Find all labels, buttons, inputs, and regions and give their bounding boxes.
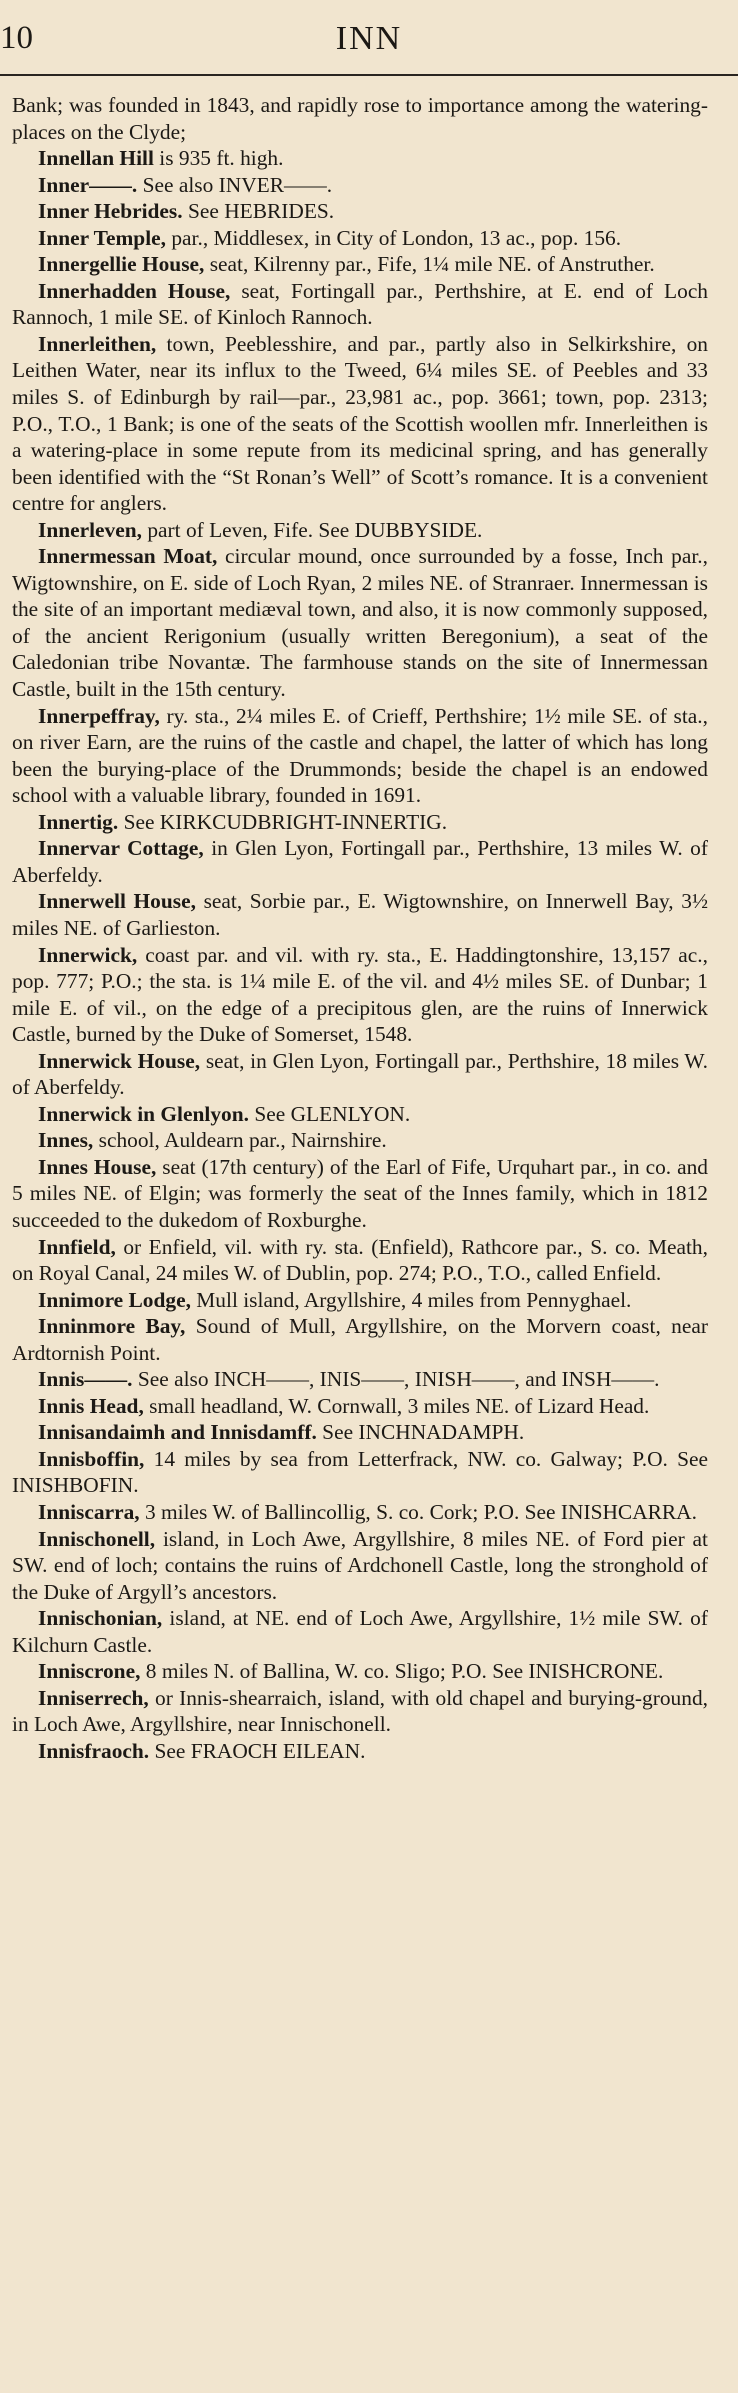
entry-body: Bank; was founded in 1843, and rapidly rose to importance among the watering-places on the Clyde; — [12, 93, 708, 144]
entry-headword: Inniserrech, — [38, 1685, 149, 1710]
entry — [12, 1658, 708, 1685]
entry-body: seat, in Glen Lyon, Fortingall par., Perthshire, 18 miles W. of Aberfeldy. — [12, 1048, 708, 1100]
entry-body: ry. sta., 2¼ miles E. of Crieff, Perthshire; 1½ mile SE. of sta., on river Earn, are the ruins of the castle and chapel, the latter of which has long been the burying-place of the Drummonds; beside the chapel is an endowed school with a valuable library, founded in 1691. — [12, 703, 708, 808]
page-number: 10 — [0, 20, 33, 56]
entry — [12, 278, 708, 331]
page-header — [0, 0, 738, 76]
entry-headword: Innergellie House, — [38, 252, 205, 277]
entry-body: seat (17th century) of the Earl of Fife, Urquhart par., in co. and 5 miles NE. of Elgin; was formerly the seat of the Innes family, which in 1812 succeeded to the dukedom of Roxburghe. — [12, 1154, 708, 1232]
entry — [12, 1393, 708, 1420]
entry-body: See also INCH——, INIS——, INISH——, and INSH——. — [137, 1367, 660, 1392]
entry-headword: Innes, — [38, 1128, 94, 1153]
entry — [12, 1526, 708, 1606]
entry — [12, 145, 708, 172]
entry-headword: Innerhadden House, — [38, 278, 231, 303]
entry-headword: Innis——. — [38, 1367, 133, 1392]
entry-body: or Enfield, vil. with ry. sta. (Enfield), Rathcore par., S. co. Meath, on Royal Canal, 24 miles W. of Dublin, pop. 274; P.O., T.O., called Enfield. — [12, 1234, 708, 1286]
entry-headword: Innerleithen, — [38, 331, 157, 356]
entry-body: is 935 ft. high. — [159, 146, 284, 171]
entry — [12, 942, 708, 1048]
entry-body: 14 miles by sea from Letterfrack, NW. co. Galway; P.O. See INISHBOFIN. — [12, 1446, 708, 1498]
entry — [12, 331, 708, 517]
entry-body: par., Middlesex, in City of London, 13 ac., pop. 156. — [171, 225, 622, 250]
entry-text — [12, 92, 708, 145]
entry-body: coast par. and vil. with ry. sta., E. Haddingtonshire, 13,157 ac., pop. 777; P.O.; the sta. is 1¼ mile E. of the vil. and 4½ miles SE. of Dunbar; 1 mile E. of vil., on the edge of a precipitous glen, are the ruins of Innerwick Castle, burned by the Duke of Somerset, 1548. — [12, 942, 708, 1047]
entry-headword: Inner——. — [38, 172, 138, 197]
entry — [12, 888, 708, 941]
entry — [12, 172, 708, 199]
gazetteer-column — [12, 92, 708, 1764]
entry-headword: Innerwell House, — [38, 889, 196, 914]
entry-headword: Innisboffin, — [38, 1446, 145, 1471]
entry — [12, 1446, 708, 1499]
entry-body: See FRAOCH EILEAN. — [154, 1738, 366, 1763]
entry-headword: Innfield, — [38, 1234, 116, 1259]
entry-body: island, at NE. end of Loch Awe, Argyllshire, 1½ mile SW. of Kilchurn Castle. — [12, 1606, 708, 1657]
entry-body: small headland, W. Cornwall, 3 miles NE. of Lizard Head. — [149, 1393, 650, 1418]
entry — [12, 225, 708, 252]
entry-headword: Innerwick House, — [38, 1048, 201, 1073]
entry-headword: Innis Head, — [38, 1393, 144, 1418]
entry — [12, 809, 708, 836]
entry-body: Mull island, Argyllshire, 4 miles from Pennyghael. — [196, 1287, 632, 1312]
entry — [12, 1234, 708, 1287]
entry — [12, 1101, 708, 1128]
entry-body: circular mound, once surrounded by a fosse, Inch par., Wigtownshire, on E. side of Loch Ryan, 2 miles NE. of Stranraer. Innermessan is the site of an important mediæval town, and also, it is now commonly supposed, of the ancient Rerigonium (usually written Beregonium), a seat of the Caledonian tribe Novantæ. The farmhouse stands on the site of Innermessan Castle, built in the 15th century. — [12, 544, 708, 702]
entry-headword: Innischonell, — [38, 1526, 156, 1551]
entry-body: seat, Fortingall par., Perthshire, at E. end of Loch Rannoch, 1 mile SE. of Kinloch Rannoch. — [12, 278, 709, 330]
entry-body: island, in Loch Awe, Argyllshire, 8 miles NE. of Ford pier at SW. end of loch; contains the ruins of Ardchonell Castle, long the stronghold of the Duke of Argyll’s ancestors. — [12, 1526, 708, 1604]
entry — [12, 1366, 708, 1393]
entry-headword: Innerwick, — [38, 942, 138, 967]
entry-headword: Innerleven, — [38, 517, 142, 542]
entry-headword: Inner Hebrides. — [38, 199, 183, 224]
entry-headword: Inniscrone, — [38, 1659, 141, 1684]
entry-body: See INCHNADAMPH. — [322, 1420, 525, 1445]
entry — [12, 1154, 708, 1234]
entry-body: See also INVER——. — [142, 172, 333, 197]
entry-headword: Innerwick in Glenlyon. — [38, 1101, 249, 1126]
entry-headword: Innerpeffray, — [38, 703, 160, 728]
entry-headword: Inner Temple, — [38, 225, 166, 250]
entry — [12, 543, 708, 702]
entry-headword: Innervar Cottage, — [38, 836, 204, 861]
entry-headword: Innimore Lodge, — [38, 1287, 191, 1312]
entry — [12, 1499, 708, 1526]
entry — [12, 1287, 708, 1314]
entry — [12, 1605, 708, 1658]
entry-body: See KIRKCUDBRIGHT-INNERTIG. — [123, 809, 448, 834]
entry — [12, 835, 708, 888]
entry — [12, 1738, 708, 1765]
entry-body: 8 miles N. of Ballina, W. co. Sligo; P.O. See INISHCRONE. — [145, 1659, 664, 1684]
entry-headword: Innisfraoch. — [38, 1738, 150, 1763]
entry-headword: Innes House, — [38, 1154, 157, 1179]
entry-headword: Innertig. — [38, 809, 119, 834]
entry-headword: Innisandaimh and Innisdamff. — [38, 1420, 317, 1445]
entry-headword: Inninmore Bay, — [38, 1314, 186, 1339]
entry — [12, 1048, 708, 1101]
entry — [12, 703, 708, 809]
entry — [12, 251, 708, 278]
entry-body: 3 miles W. of Ballincollig, S. co. Cork; P.O. See INISHCARRA. — [144, 1499, 697, 1524]
entry-body: part of Leven, Fife. See DUBBYSIDE. — [147, 517, 483, 542]
entry-body: See HEBRIDES. — [187, 199, 335, 224]
entry — [12, 198, 708, 225]
entry-headword: Inniscarra, — [38, 1499, 140, 1524]
entry — [12, 1685, 708, 1738]
entry — [12, 517, 708, 544]
entry-headword: Innischonian, — [38, 1606, 163, 1631]
entry-body: seat, Kilrenny par., Fife, 1¼ mile NE. of Anstruther. — [209, 252, 655, 277]
entry-body: Sound of Mull, Argyllshire, on the Morvern coast, near Ardtornish Point. — [12, 1314, 708, 1365]
entry-body: school, Auldearn par., Nairnshire. — [98, 1128, 387, 1153]
entry-headword: Innellan Hill — [38, 146, 154, 171]
entry-body: See GLENLYON. — [254, 1101, 411, 1126]
entry-body: or Innis-shearraich, island, with old chapel and burying-ground, in Loch Awe, Argyllshire, near Innischonell. — [12, 1685, 708, 1737]
running-head: INN — [335, 20, 403, 57]
entry — [12, 1313, 708, 1366]
entry — [12, 1419, 708, 1446]
entry-body: in Glen Lyon, Fortingall par., Perthshire, 13 miles W. of Aberfeldy. — [12, 836, 708, 887]
entry-body: town, Peeblesshire, and par., partly also in Selkirkshire, on Leithen Water, near its influx to the Tweed, 6¼ miles SE. of Peebles and 33 miles S. of Edinburgh by rail—par., 23,981 ac., pop. 3661; town, pop. 2313; P.O., T.O., 1 Bank; is one of the seats of the Scottish woollen mfr. Innerleithen is a watering-place in some repute from its medicinal spring, and has generally been identified with the “St Ronan’s Well” of Scott’s romance. It is a convenient centre for anglers. — [12, 331, 708, 516]
entry-body: seat, Sorbie par., E. Wigtownshire, on Innerwell Bay, 3½ miles NE. of Garlieston. — [12, 889, 708, 940]
entry — [12, 1127, 708, 1154]
entry-headword: Innermessan Moat, — [38, 544, 218, 569]
